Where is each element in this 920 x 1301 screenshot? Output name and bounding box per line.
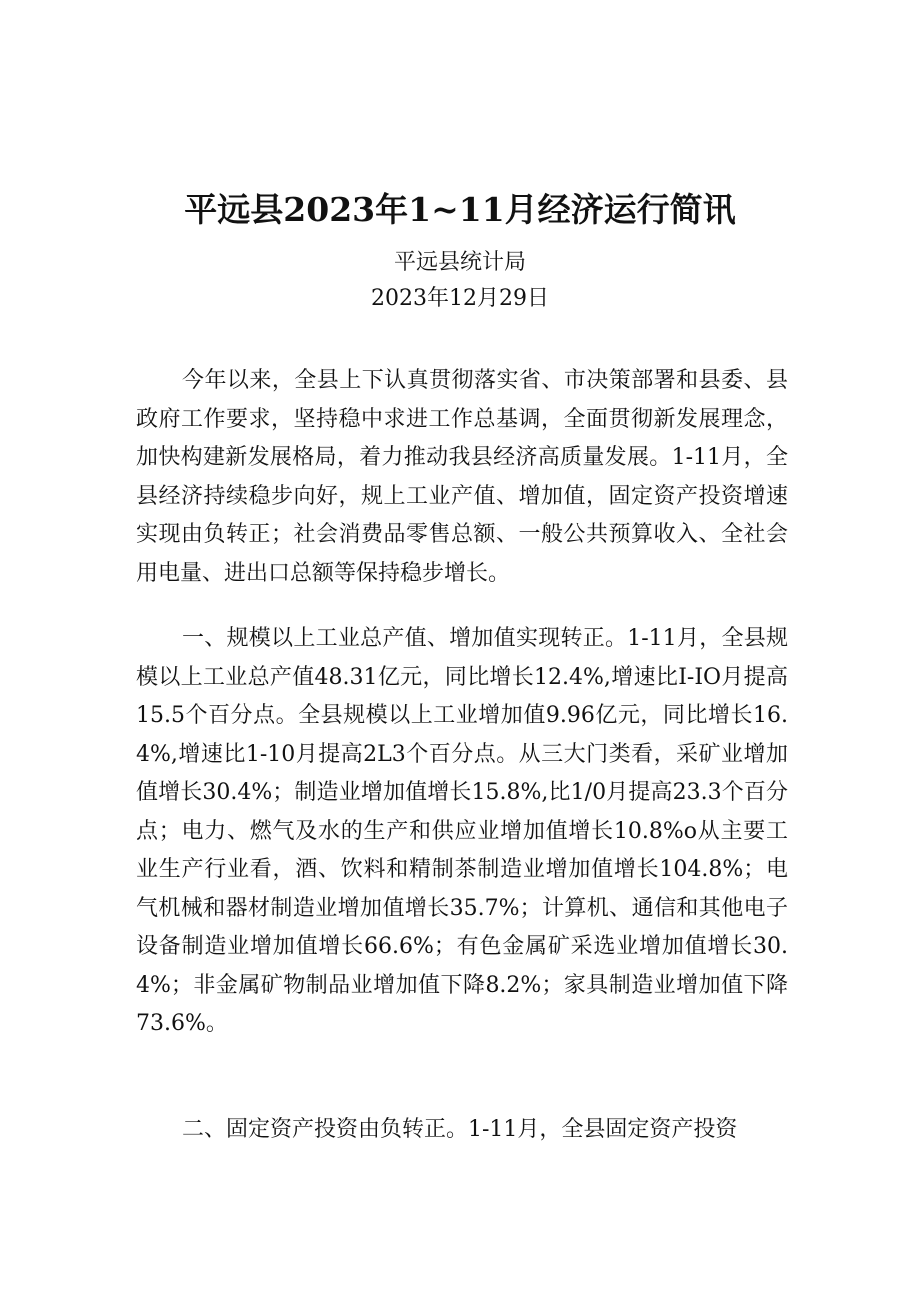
document-date: 2023年12月29日 <box>371 286 549 311</box>
document-author: 平远县统计局 <box>393 250 526 275</box>
paragraph-investment: 二、固定资产投资由负转正。1-11月，全县固定资产投资 <box>182 1117 738 1142</box>
paragraph-industry: 一、规模以上工业总产值、增加值实现转正。1-11月，全县规模以上工业总产值48.31亿元，同比增长12.4%,增速比I-IO月提高15.5个百分点。全县规模以上工业增加值9.96亿元，同比增长16.4%,增速比1-10月提高2L3个百分点。从三大门类看，采矿业增加值增长30.4%；制造业增加值增长15.8%,比1/0月提高23.3个百分点；电力、燃气及水的生产和供应业增加值增长10.8%o从主要工业生产行业看，酒、饮料和精制茶制造业增加值增长104.8%；电气机械和器材制造业增加值增长35.7%；计算机、通信和其他电子设备制造业增加值增长66.6%；有色金属矿采选业增加值增长30.4%；非金属矿物制品业增加值下降8.2%；家具制造业增加值下降73.6%。 <box>136 626 788 1036</box>
document-title: 平远县2023年1~11月经济运行简讯 <box>184 190 736 229</box>
paragraph-intro: 今年以来，全县上下认真贯彻落实省、市决策部署和县委、县政府工作要求，坚持稳中求进工作总基调，全面贯彻新发展理念，加快构建新发展格局，着力推动我县经济高质量发展。1-11月，全县经济持续稳步向好，规上工业产值、增加值，固定资产投资增速实现由负转正；社会消费品零售总额、一般公共预算收入、全社会用电量、进出口总额等保持稳步增长。 <box>136 368 788 586</box>
